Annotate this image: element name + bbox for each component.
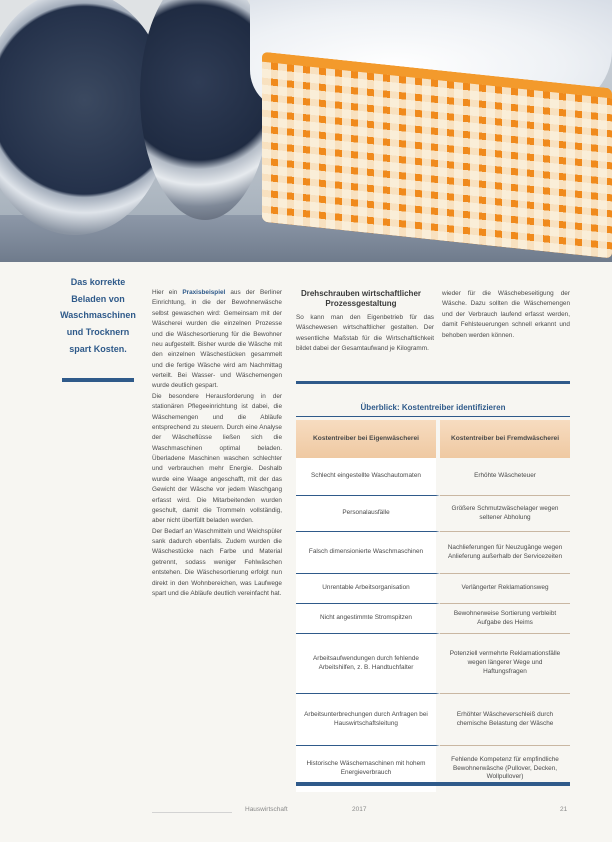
table-cell: Potenziell vermehrte Reklamationsfälle wegen längerer Wege und Haftungsfragen (440, 634, 570, 694)
page-number: 21 (560, 806, 568, 813)
paragraph-3: Der Bedarf an Waschmitteln und Weichspüler sank dadurch ebenfalls. Zudem wurden die Wäschestücke nach Farbe und Material getrennt, sodass weniger Fehlwäschen entstehen. Die Wäschesortierung erfolgt nun direkt in den Wohnbereichen, was Laufwege spart und die Abläufe deutlich vereinfacht hat. (152, 527, 282, 597)
table-row (296, 496, 570, 532)
table-cell: Historische Wäschemaschinen mit hohem Energieverbrauch (296, 746, 440, 792)
box-title: Überblick: Kostentreiber identifizieren (360, 403, 506, 412)
table-cell: Personalausfälle (296, 496, 440, 532)
paragraph-1 (152, 288, 282, 392)
table-row (296, 532, 570, 574)
lead-term: Praxisbeispiel (182, 289, 226, 296)
footer-year: 2017 (352, 806, 367, 813)
body-column-1 (152, 288, 282, 599)
table-cell: Arbeitsaufwendungen durch fehlende Arbeitshilfen, z. B. Handtuchfalter (296, 634, 440, 694)
table-header-row (296, 420, 570, 458)
body-column-3: wieder für die Wäschebeseitigung der Wäsche. Dazu sollten die Wäschemengen und der Verbrauch laufend erfasst werden, damit Fehlsteuerungen schnell erkannt und behoben werden können. (442, 290, 570, 339)
table-cell: Fehlende Kompetenz für empfindliche Bewohnerwäsche (Pullover, Decken, Wollpullover) (451, 755, 559, 781)
box-bottom-rule (296, 782, 570, 786)
pull-quote-rule (62, 378, 134, 382)
footer-magazine: Hauswirtschaft (245, 806, 288, 813)
paragraph-1-intro: Hier ein (152, 289, 183, 296)
paragraph-2: Die besondere Herausforderung in der stationären Pflegeeinrichtung ist dabei, die Wäschemengen und die Abläufe entsprechend zu steuern. Durch eine Analyse der Wäscheflüsse ließen sich die Waschmaschinen optimal beladen. Überladene Maschinen waschen schlechter und verbrauchen mehr Energie. Deshalb wurde eine Waage angeschafft, mit der das Gewicht der Wäsche vor jedem Waschgang erfasst wird. Die Mitarbeitenden wurden geschult, damit die Trommeln vollständig, aber nicht überfüllt beladen werden. (152, 392, 282, 525)
body-column-2: So kann man den Eigenbetrieb für das Wäschewesen wirtschaftlicher gestalten. Der wesentliche Maßstab für die Wirtschaftlichkeit bildet dabei der Gesamtaufwand je Kilogramm. (296, 314, 434, 353)
table-cell: Verlängerter Reklamationsweg (440, 574, 570, 604)
table-cell: Erhöhte Wäscheteuer (440, 458, 570, 496)
table-row (296, 574, 570, 604)
cost-driver-table (296, 420, 570, 792)
table-header-own: Kostentreiber bei Eigenwäscherei (296, 420, 440, 458)
box-title-rule (296, 416, 570, 417)
table-cell: Erhöhter Wäscheverschleiß durch chemische Belastung der Wäsche (440, 694, 570, 746)
table-cell: Falsch dimensionierte Waschmaschinen (296, 532, 440, 574)
table-row (296, 458, 570, 496)
table-cell: Bewohnerweise Sortierung verbleibt Aufgabe des Heims (440, 604, 570, 634)
paragraph-1-body: aus der Berliner Einrichtung, in die der Bewohnerwäsche selbst gewaschen wird: Gemeinsam mit der Wäscherei wurden die einzelnen Prozesse und die Wäschesortierung für die Bewohner neu aufgestellt. Bisher wurde die Wäsche mit den einzelnen Wäschestücken gesammelt und die fertige Wäsche wird am Nachmittag verteilt. Bei Wasser- und Wäschemengen wurde deutlich gespart. (152, 289, 282, 390)
table-cell: Unrentable Arbeitsorganisation (296, 574, 440, 604)
table-header-external: Kostentreiber bei Fremdwäscherei (440, 420, 570, 458)
header-photo (0, 0, 612, 262)
table-cell: Nicht angestimmte Stromspitzen (296, 604, 440, 634)
section-heading: Drehschrauben wirtschaftlicher Prozessgestaltung (300, 289, 422, 309)
table-row (296, 694, 570, 746)
table-row (296, 604, 570, 634)
table-cell: Größere Schmutzwäschelager wegen seltener Abholung (440, 496, 570, 532)
table-cell: Arbeitsunterbrechungen durch Anfragen bei Hauswirtschaftsleitung (296, 694, 440, 746)
section-rule (296, 381, 570, 384)
footer-line (152, 812, 232, 813)
pull-quote: Das korrekte Beladen von Waschmaschinen und Trocknern spart Kosten. (60, 277, 136, 354)
table-cell: Schlecht eingestellte Waschautomaten (296, 458, 440, 496)
table-row (296, 634, 570, 694)
table-cell: Nachlieferungen für Neuzugänge wegen Anlieferung außerhalb der Servicezeiten (440, 532, 570, 574)
